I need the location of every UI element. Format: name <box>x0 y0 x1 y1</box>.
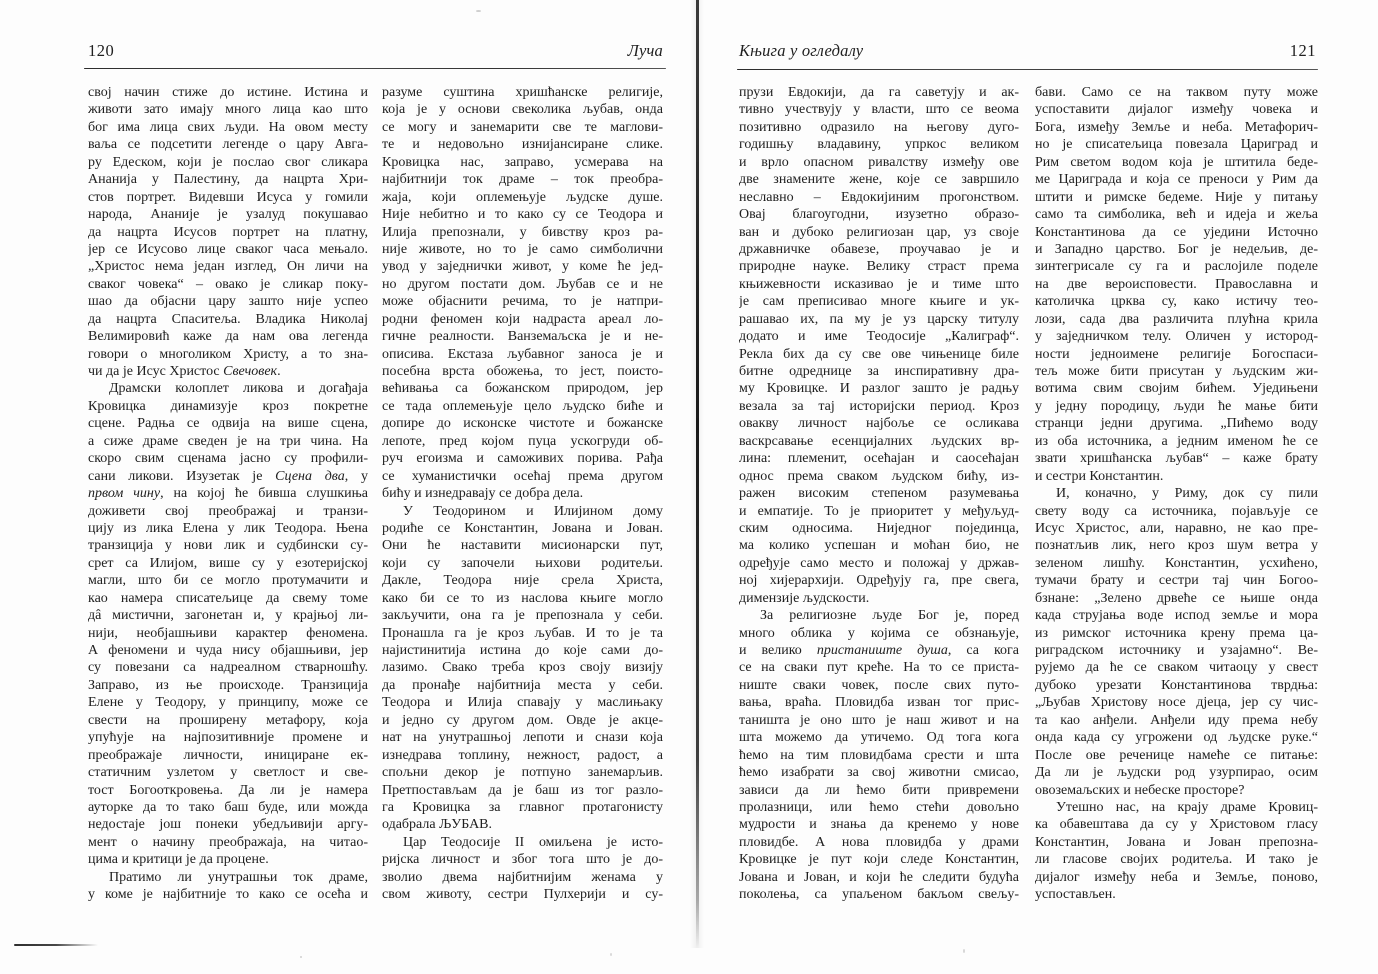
text-line: вотима свим својим бићем. Уједињени <box>1035 381 1318 397</box>
text-line: Рекла бих да су све ове чињенице биле <box>739 346 1019 362</box>
text-line: ван и дубоко религиозан цар, уз своје <box>739 224 1019 240</box>
text-line: статичним узлетом у светлост и све- <box>88 765 368 781</box>
text-line: се хуманистички осећај према другом <box>382 468 663 484</box>
text-line: После ове реченице намеће се питање: <box>1035 747 1318 763</box>
text-line: тељ може бити присутан у људским жи- <box>1035 364 1318 379</box>
text-line: може објаснити речима, то је натпри- <box>382 294 663 310</box>
text-line: говори о многоликом Христу, а то зна- <box>88 346 368 362</box>
text-line: Није небитно и то како су се Теодора и <box>382 207 663 223</box>
text-line: овакву личност најбоље се осликава <box>739 416 1019 432</box>
text-line: ским односима. Ниједног појединца, <box>739 520 1019 536</box>
text-line: упућује на најпозитивније промене и <box>88 730 368 746</box>
text-line: однос према сваком људском бићу, из- <box>739 468 1019 484</box>
text-line: увод у заједнички живот, у коме ће јед- <box>382 259 663 275</box>
text-line: се могу и занемарити све те маглови- <box>382 119 663 135</box>
book-gutter-shadow <box>696 0 699 948</box>
text-line: одређује само место и положај у држав- <box>739 555 1019 571</box>
text-line: ћемо на тим пловидбама срести и шта <box>739 747 1019 763</box>
text-line: васкрсавање есенцијалних људских вр- <box>739 433 1019 449</box>
text-line: већивања са божанском природом, јер <box>382 381 663 397</box>
text-line: а сиже драме сведен је на три чина. На <box>88 433 368 449</box>
text-line: годишњу владавину, упркос великом <box>739 137 1019 153</box>
text-line: Заправо, из ње происходе. Транзиција <box>88 677 368 693</box>
text-line: и Западно царство. Бог је недељив, де- <box>1035 241 1318 257</box>
text-line: мудрости и знања да кренемо у нове <box>739 817 1019 833</box>
text-line: Пронашла га је кроз љубав. И то је та <box>382 625 663 641</box>
text-line: ћемо изабрати за свој животни смисао, <box>739 765 1019 781</box>
text-line: свом животу, сестри Пулхерији и су- <box>382 887 663 903</box>
text-line: но другом постати дом. Љубав се и не <box>382 276 663 292</box>
text-line: Претпостављам да је баш из тог разло- <box>382 782 663 798</box>
text-line: само та симболика, већ и идеја и жеља <box>1035 207 1318 223</box>
text-line: Пратимо ли унутрашњи ток драме, <box>109 869 368 885</box>
text-line: пловидбе. А нова пловидба у драми <box>739 834 1019 850</box>
text-line: срет са Илијом, више су у езотеријској <box>88 555 368 571</box>
text-line: спољни декор је потпуно занемарљив. <box>382 765 663 781</box>
scan-speck <box>610 953 612 956</box>
text-line: лазимо. Свако треба кроз своју визију <box>382 660 663 676</box>
text-line: овоземаљских и небеске просторе? <box>1035 782 1245 798</box>
text-line: да пронађе најбитнија места у себи. <box>382 677 663 693</box>
text-line: „Христос нема један изглед, Он личи на <box>88 259 368 275</box>
text-line: да нацрта Исусов портрет на платну, <box>88 224 368 240</box>
text-line: родни феномен који надраста ареал ло- <box>382 311 663 327</box>
text-line: који су започели њихови родитељи. <box>382 555 663 571</box>
text-line: онда када су угрожени од људске руке.“ <box>1035 730 1318 746</box>
text-line: ауторке да то тако баш буде, или можда <box>88 799 368 815</box>
text-line: изнедрава топлину, нежност, радост, а <box>382 747 663 763</box>
text-line: нији, необјашњиви карактер феномена. <box>88 625 368 641</box>
text-line: недостаје још понеки убедљивији аргу- <box>88 817 368 833</box>
text-line: пролазници, или ћемо стећи довољно <box>739 799 1019 815</box>
text-line: Илија препознали, у бивству кроз ра- <box>382 224 663 240</box>
text-line: из римског источника крену према ца- <box>1035 625 1318 641</box>
text-line: прузи Евдокији, да га саветују и ак- <box>739 85 1019 100</box>
text-line: лози, сада два различита плућна крила <box>1035 311 1318 327</box>
text-line: вања, враћа. Пловидба изван тог прис- <box>739 695 1019 711</box>
text-line: штити и римске бедеме. Није у питању <box>1035 189 1318 205</box>
left-header-rule <box>84 68 666 69</box>
text-line: и велико пристаниште душа, са кога <box>739 643 1019 658</box>
text-column-4 <box>1035 84 1318 904</box>
text-line: природне науке. Велику страст према <box>739 259 1019 275</box>
text-line: првом чину, на којој ће бивша слушкиња <box>88 486 368 502</box>
text-line: поколења, са упаљеном бакљом свељу- <box>739 887 1019 903</box>
text-line: државничке обавезе, проучавао је и <box>739 241 1019 257</box>
text-line: Цар Теодосије II омиљена је исто- <box>403 834 663 850</box>
text-line: А феномени и чуда нису објашњиви, јер <box>88 643 368 658</box>
text-line: ка обавештава да су у Христовом гласу <box>1035 817 1318 833</box>
text-column-3 <box>739 84 1019 904</box>
text-line: сани ликови. Изузетак је Сцена два, у <box>88 468 368 484</box>
left-page-number: 120 <box>88 41 115 60</box>
text-line: ли гласове својих родитеља. И тако је <box>1035 852 1318 868</box>
text-column-2 <box>382 84 663 904</box>
text-line: риградском источнику и узајамно“. Ве- <box>1035 643 1318 658</box>
text-line: и сестри Константин. <box>1035 468 1164 484</box>
text-line: Ананија у Палестину, да нацрта Хри- <box>88 172 368 188</box>
text-line: дубоко урезати Константинова тврдња: <box>1035 677 1318 693</box>
text-line: „Љубав Христову носе дјеца, јер су чис- <box>1035 695 1318 711</box>
text-line: у коме је најбитније то како се осећа и <box>88 887 368 903</box>
text-line: стов портрет. Видевши Исуса у гомили <box>88 189 368 205</box>
text-line: родиће се Константин, Јована и Јован. <box>382 520 663 536</box>
text-line: познатљив лик, него кроз шум ветра у <box>1035 538 1318 554</box>
left-running-title: Луча <box>627 41 663 60</box>
text-line: но је списатељица повезала Цариград и <box>1035 137 1318 153</box>
text-line: ваља се подсетити легенде о цару Авга- <box>88 137 368 153</box>
text-line: Кровицке је пут који следе Константин, <box>739 852 1019 868</box>
text-line: када струјања воде испод земље и мора <box>1035 608 1318 624</box>
text-line: Елене у Теодору, у принципу, може се <box>88 695 368 711</box>
scan-speck <box>963 949 965 953</box>
text-line: Кровицка нас, заправо, усмерава на <box>382 154 663 170</box>
text-line: две знамените жене, које се завршило <box>739 172 1019 188</box>
scan-speck <box>476 10 481 12</box>
text-line: Константин, Јована и Јован препозна- <box>1035 834 1318 850</box>
text-line: бићу и изнедравају се добра дела. <box>382 486 584 502</box>
text-line: га Кровицка за главног протагонисту <box>382 799 663 815</box>
text-line: Овај благоугодни, изузетно образо- <box>739 207 1019 223</box>
text-line: и једно су другом дом. Овде је акце- <box>382 712 663 728</box>
text-line: бави. Само се на таквом путу може <box>1035 85 1318 100</box>
text-line: лепоте, пред којом пуца ускогруди об- <box>382 433 663 449</box>
text-line: дâ мистични, загонетан и, у крајњој ли- <box>88 608 368 624</box>
text-line: димензије људскости. <box>739 590 870 606</box>
right-header-rule <box>737 69 1318 70</box>
text-line: Рим светом водом која је штитила беде- <box>1035 154 1318 170</box>
text-line: цију из лика Елена у лик Теодора. Њена <box>88 520 368 536</box>
text-line: животи зато имају много лица као што <box>88 102 368 118</box>
text-line: тумачи брату и сестри тај чин Богоо- <box>1035 573 1318 589</box>
text-line: много облика у којима се обзнањује, <box>739 625 1019 641</box>
text-line: тост Богооткровења. Да ли је намера <box>88 782 368 798</box>
text-line: ме Цариграда и која се преноси у Рим да <box>1035 172 1318 188</box>
text-line: да нацрта Спаситеља. Владика Николај <box>88 311 368 327</box>
text-line: руч егоизма и саможивих порива. Рађа <box>382 451 663 467</box>
text-line: жаја, који оплемењује људске душе. <box>382 189 663 205</box>
text-line: везала за тај историјски период. Кроз <box>739 398 1019 414</box>
text-line: тивно учествују у власти, што се веома <box>739 102 1019 118</box>
text-line: скоро свим сценама јасно су профили- <box>88 451 368 467</box>
text-line: на две вероисповести. Православна и <box>1035 276 1318 292</box>
text-line: свој начин стиже до истине. Истина и <box>88 85 368 100</box>
text-line: таништа је оно што је наш живот и на <box>739 712 1019 728</box>
text-line: шта можемо да утичемо. Од тога кога <box>739 730 1019 746</box>
text-line: магли, што би се могло протумачити и <box>88 573 368 589</box>
text-line: разуме суштина хришћанске религије, <box>382 85 663 100</box>
text-line: И, коначно, у Риму, док су пили <box>1056 486 1318 502</box>
text-line: ниште сваки човек, после свих путо- <box>739 677 1019 693</box>
text-line: рашавао их, па му је уз царску титулу <box>739 311 1019 327</box>
right-page-number: 121 <box>1289 41 1316 60</box>
text-line: му Кровицке. И разлог зашто је радњу <box>739 381 1019 397</box>
text-line: се тада оплемењује цело људско биће и <box>382 398 663 414</box>
text-line: бзнане: „Зелено дрвеће се њише онда <box>1035 590 1318 606</box>
text-line: Дакле, Теодора није срела Христа, <box>382 573 663 589</box>
text-line: ру Едеском, који је послао свог сликара <box>88 154 368 170</box>
text-line: књижевности исказивао је и тиме што <box>739 276 1019 292</box>
text-line: у једну породицу, људи ће мање бити <box>1035 398 1318 414</box>
text-line: се на сваки пут креће. На то се приста- <box>739 660 1019 676</box>
text-line: су повезани са надреалном стварношћу. <box>88 660 368 676</box>
text-line: те и недовољно изнијансиране слике. <box>382 137 663 153</box>
text-line: бог има лица свих људи. На овом месту <box>88 119 368 135</box>
text-line: шао да објасни цару зашто није успео <box>88 294 368 310</box>
text-line: у заједничком телу. Оличен у истород- <box>1035 329 1318 345</box>
text-line: јер се Исусово лице сваког часа мењало. <box>88 241 368 257</box>
text-line: Исус Христос, али, наравно, не као пре- <box>1035 520 1318 536</box>
text-line: успостављен. <box>1035 887 1116 903</box>
text-line: звати хришћанска љубав“ – каже брату <box>1035 451 1318 467</box>
text-line: како би се то из наслова књиге могло <box>382 590 663 606</box>
text-line: зинтегрисале су га и раслојиле поделе <box>1035 259 1318 275</box>
text-line: ма колико успешан и моћан био, не <box>739 538 1019 554</box>
scan-artifact-line <box>14 944 98 946</box>
text-line: народа, Ананије је узалуд покушавао <box>88 207 368 223</box>
text-line: битне одреднице за инспиративну дра- <box>739 364 1019 379</box>
text-line: чи да је Исус Христос Свечовек. <box>88 364 281 379</box>
text-line: Кровицка динамизује кроз покретне <box>88 398 368 414</box>
text-line: католичка црква су, како истичу тео- <box>1035 294 1318 310</box>
text-line: која је у основи свеколика љубав, онда <box>382 102 663 118</box>
left-page-header <box>88 41 663 61</box>
text-line: није животе, но то је само симболични <box>382 241 663 257</box>
text-line: Утешно нас, на крају драме Кровиц- <box>1056 799 1318 815</box>
text-line: ријска личност и због тога што је до- <box>382 852 663 868</box>
text-line: ражен високим степеном разумевања <box>739 486 1019 502</box>
text-line: закључити, она га је препознала у себи. <box>382 608 663 624</box>
text-line: као намера списатељице да свему томе <box>88 590 368 606</box>
text-line: сцене. Радња се одвија на више сцена, <box>88 416 368 432</box>
text-line: описива. Екстаза љубавног заноса је и <box>382 346 663 362</box>
text-line: Бога, између Земље и неба. Метафорич- <box>1035 119 1318 135</box>
text-line: зависи да ли ћемо бити привремени <box>739 782 1019 798</box>
text-line: успоставити дијалог између човека и <box>1035 102 1318 118</box>
text-line: посебна врста обожења, то јест, поисто- <box>382 364 663 379</box>
text-line: доживети свој преображај и транзи- <box>88 503 368 519</box>
text-line: дијалог између неба и Земље, поново, <box>1035 869 1318 885</box>
text-line: преображаје личности, инициране ек- <box>88 747 368 763</box>
text-line: Велимировић каже да нам ова легенда <box>88 329 368 345</box>
text-line: рујемо да ће се сваком читаоцу у свест <box>1035 660 1318 676</box>
text-line: најбитнији ток драме – ток преобра- <box>382 172 663 188</box>
text-line: и врло опасном ривалству између ове <box>739 154 1019 170</box>
text-line: ности једноимене религије Богоспаси- <box>1035 346 1318 362</box>
scan-speck <box>300 956 302 958</box>
text-line: одабрала ЉУБАВ. <box>382 817 493 833</box>
text-line: зволио двема најбитнијим женама у <box>382 869 663 885</box>
text-line: Константинова да се уједини Источно <box>1035 224 1318 240</box>
text-line: из оба источника, а једним именом ће се <box>1035 433 1318 449</box>
text-line: лина: племенит, осећајан и саосећајан <box>739 451 1019 467</box>
text-line: свести на проширену метафору, која <box>88 712 368 728</box>
text-line: У Теодорином и Илијином дому <box>403 503 663 519</box>
text-line: транзиција у нови лик и судбински су- <box>88 538 368 554</box>
text-line: и емпатије. То је приоритет у међуљуд- <box>739 503 1019 519</box>
text-column-1 <box>88 84 368 904</box>
text-line: цима и критици је да процене. <box>88 852 269 868</box>
text-line: Драмски колоплет ликова и догађаја <box>109 381 368 397</box>
text-line: допире до исконске чистоте и божанске <box>382 416 663 432</box>
text-line: Јована и Јован, и који ће следити будућа <box>739 869 1019 885</box>
text-line: сваког човека“ – овако је сликар поку- <box>88 276 368 292</box>
text-line: нат на унутрашњој лепоти и снази која <box>382 730 663 746</box>
text-line: мент о начину преображаја, на читао- <box>88 834 368 850</box>
text-line: зеленом лишћу. Константин, усхићено, <box>1035 555 1318 571</box>
right-running-title: Књига у огледалу <box>739 41 864 60</box>
text-line: позитивно одразило на његову дуго- <box>739 119 1019 135</box>
text-line: та као анђели. Анђели иду према небу <box>1035 712 1318 728</box>
text-line: гичне реалности. Ванземаљска је и не- <box>382 329 663 345</box>
text-line: ној хијерархији. Одређују га, пре свега, <box>739 573 1019 589</box>
text-line: је сам преписивао многе књиге и ук- <box>739 294 1019 310</box>
text-line: Да ли је људски род узурпирао, осим <box>1035 765 1318 781</box>
text-line: Они ће наставити мисионарски пут, <box>382 538 663 554</box>
text-line: свету воду са источника, појављује се <box>1035 503 1318 519</box>
text-line: За религиозне људе Бог је, поред <box>760 608 1019 624</box>
text-line: странци једни другима. „Пићемо воду <box>1035 416 1318 432</box>
text-line: неславно – Евдокијиним прогонством. <box>739 189 1019 205</box>
right-page-header <box>739 41 1316 61</box>
text-line: најистинитија истина до које сами до- <box>382 643 663 658</box>
text-line: додато и име Теодосије „Калиграф“. <box>739 329 1019 345</box>
text-line: Теодора и Илија спавају у маслињаку <box>382 695 663 711</box>
